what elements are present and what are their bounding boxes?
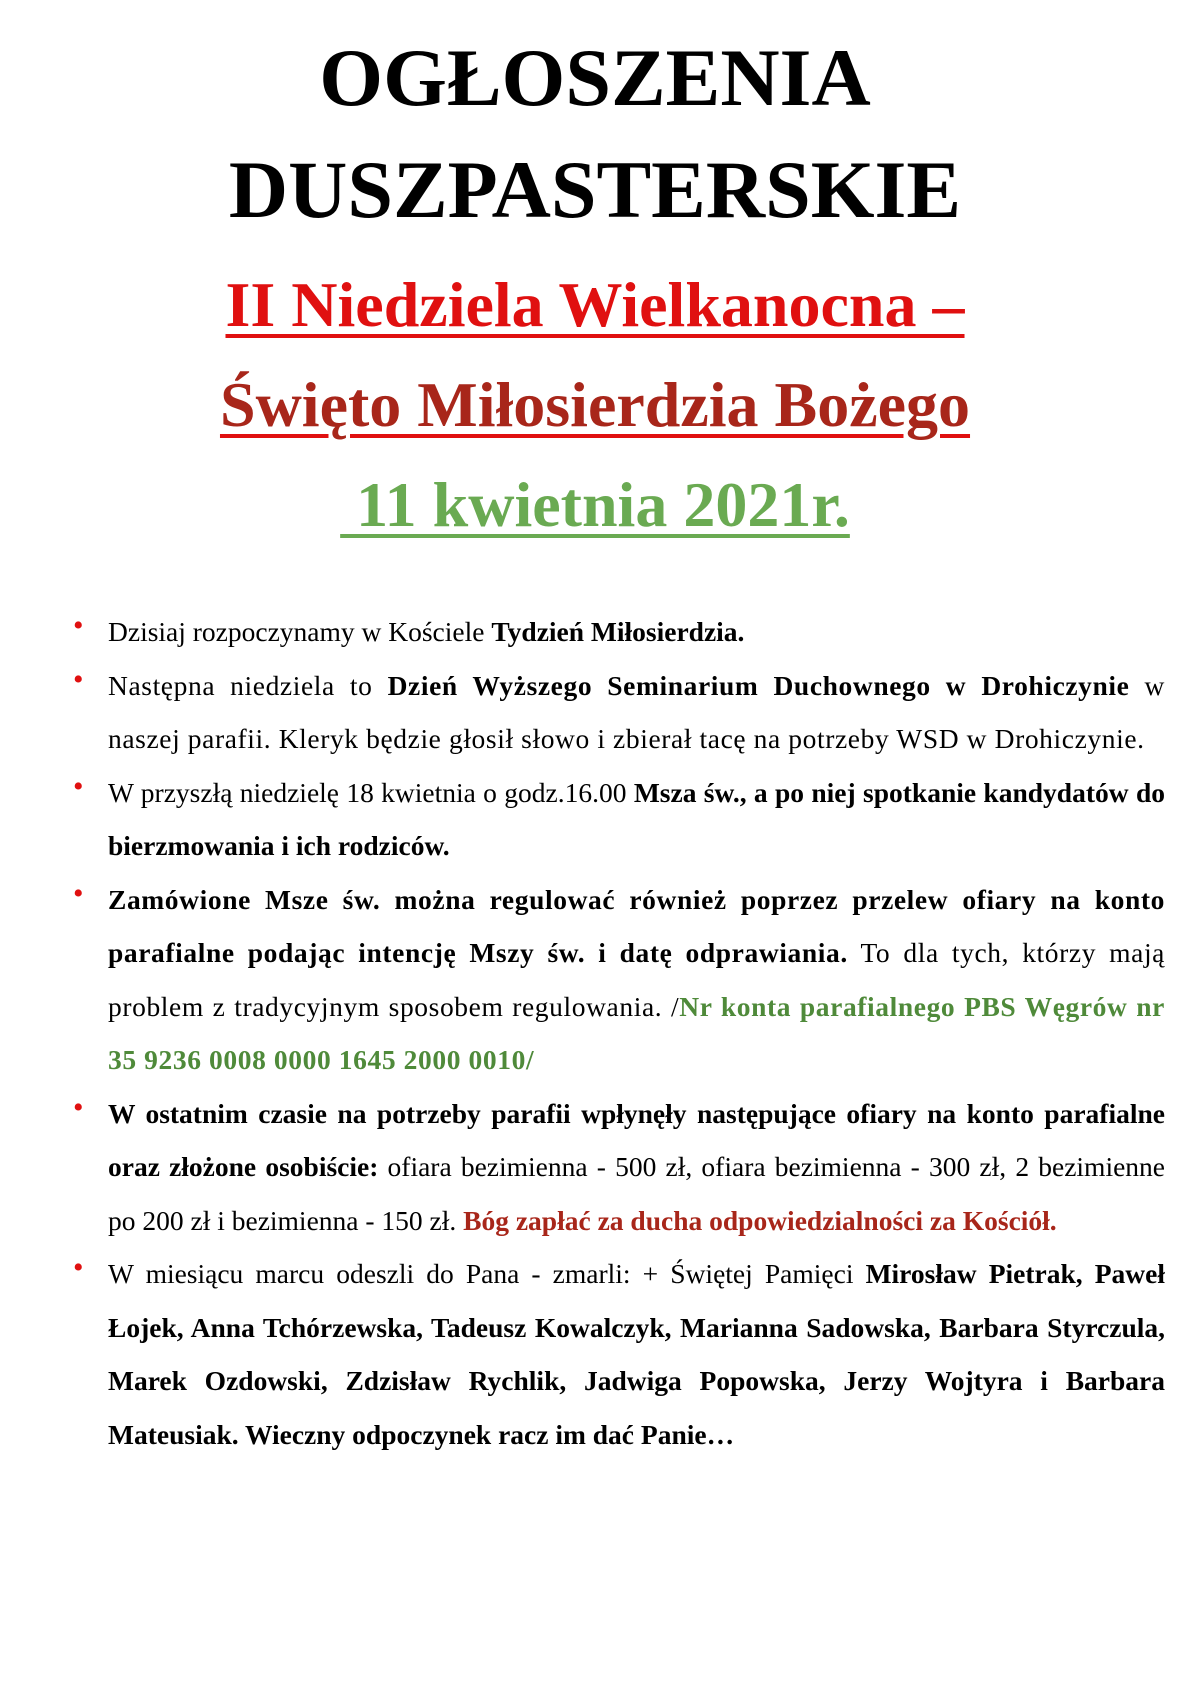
subtitle-line-1: II Niedziela Wielkanocna –	[225, 269, 965, 340]
announcement-item-2	[108, 659, 1165, 766]
item5-bold: W ostatnim czasie na potrzeby parafii wpłynęły następujące ofiary na konto parafialne oraz złożone osobiście:	[108, 1097, 1165, 1182]
item6-bold: Mirosław Pietrak, Paweł Łojek, Anna Tchórzewska, Tadeusz Kowalczyk, Marianna Sadowska, Barbara Styrczula, Marek Ozdowski, Zdzisław Rychlik, Jadwiga Popowska, Jerzy Wojtyra i Barbara Mateusiak. Wieczny odpoczynek racz im dać Panie…	[108, 1258, 1165, 1450]
item2-text-b: w naszej parafii. Kleryk będzie głosił słowo i zbierał tacę na potrzeby WSD w Drohiczynie.	[108, 669, 1166, 754]
sunday-name	[0, 255, 1190, 455]
item1-bold: Tydzień Miłosierdzia.	[491, 616, 745, 647]
announcement-item-4	[108, 873, 1165, 1087]
item4-bold: Zamówione Msze św. można regulować również poprzez przelew ofiary na konto parafialne podając intencję Mszy św. i datę odprawiania.	[108, 883, 1165, 968]
item5-thanks: Bóg zapłać za ducha odpowiedzialności za Kościół.	[463, 1204, 1057, 1236]
item3-text: W przyszłą niedzielę 18 kwietnia o godz.16.00	[108, 776, 634, 808]
item6-text: W miesiącu marcu odeszli do Pana - zmarli: + Świętej Pamięci	[108, 1258, 866, 1289]
announcement-item-5	[108, 1087, 1165, 1248]
item5-text: ofiara bezimienna - 500 zł, ofiara bezimienna - 300 zł, 2 bezimienne po 200 zł i bezimienna - 150 zł.	[108, 1151, 1165, 1236]
item3-bold: Msza św., a po niej spotkanie kandydatów do bierzmowania i ich rodziców.	[108, 776, 1165, 861]
title-line-2: DUSZPASTERSKIE	[228, 144, 962, 235]
announcement-item-3	[108, 766, 1165, 873]
announcement-list	[108, 605, 1165, 1461]
title-line-1: OGŁOSZENIA	[319, 32, 871, 123]
announcement-item-1	[108, 605, 1165, 659]
bank-account-number: Nr konta parafialnego PBS Węgrów nr 35 9236 0008 0000 1645 2000 0010/	[108, 990, 1165, 1075]
announcement-item-6	[108, 1247, 1165, 1461]
announcement-date: 11 kwietnia 2021r.	[340, 469, 850, 540]
item4-text: To dla tych, którzy mają problem z tradycyjnym sposobem regulowania. /	[108, 937, 1165, 1022]
item2-text-a: Następna niedziela to	[108, 669, 388, 701]
subtitle-line-2: Święto Miłosierdzia Bożego	[219, 369, 971, 440]
item2-bold: Dzień Wyższego Seminarium Duchownego w Drohiczynie	[387, 669, 1130, 701]
page-title	[0, 22, 1190, 246]
item1-text: Dzisiaj rozpoczynamy w Kościele	[108, 616, 492, 647]
